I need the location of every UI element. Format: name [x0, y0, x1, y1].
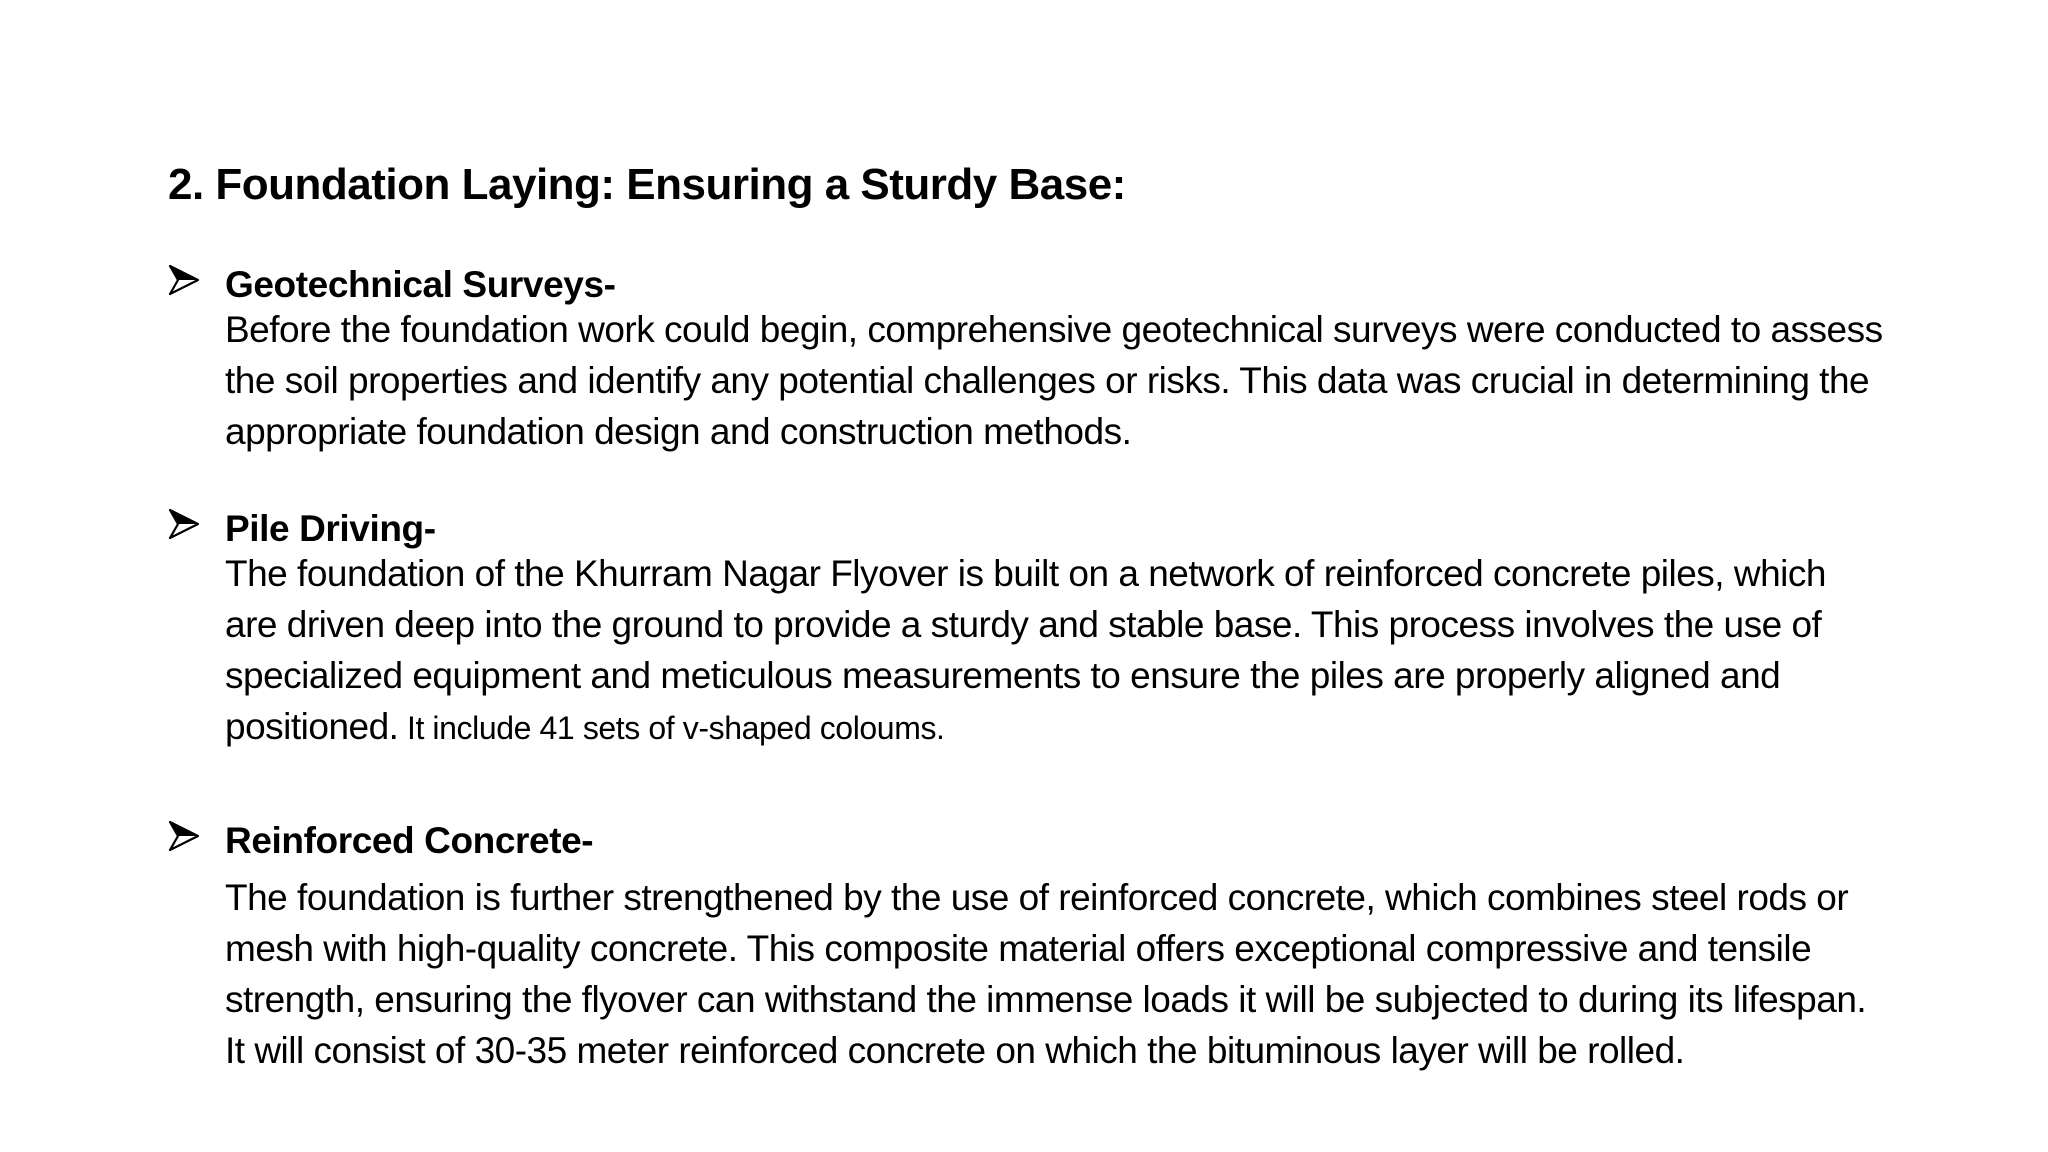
body-line: Before the foundation work could begin, comprehensive geotechnical surveys were conducted to assess	[225, 309, 1883, 350]
bullet-body	[225, 548, 2045, 754]
body-line: specialized equipment and meticulous measurements to ensure the piles are properly aligned and	[225, 655, 1781, 696]
bullet-heading: Geotechnical Surveys-	[225, 264, 616, 305]
body-line: strength, ensuring the flyover can withstand the immense loads it will be subjected to during its lifespan.	[225, 979, 1867, 1020]
arrow-bullet-icon	[168, 508, 200, 540]
body-line: are driven deep into the ground to provide a sturdy and stable base. This process involves the use of	[225, 604, 1822, 645]
arrow-bullet-icon	[168, 820, 200, 852]
bullet-body	[225, 872, 2045, 1076]
arrow-bullet-icon	[168, 264, 200, 296]
body-line: the soil properties and identify any potential challenges or risks. This data was crucial in determining the	[225, 360, 1870, 401]
body-line: The foundation is further strengthened by the use of reinforced concrete, which combines steel rods or	[225, 877, 1849, 918]
body-line: It will consist of 30-35 meter reinforced concrete on which the bituminous layer will be rolled.	[225, 1030, 1685, 1071]
body-line-last	[225, 701, 2045, 754]
bullet-heading: Reinforced Concrete-	[225, 820, 594, 861]
body-line: The foundation of the Khurram Nagar Flyover is built on a network of reinforced concrete piles, which	[225, 553, 1826, 594]
bullet-note: It include 41 sets of v-shaped coloums.	[398, 710, 945, 746]
slide-title: 2. Foundation Laying: Ensuring a Sturdy Base:	[168, 160, 1126, 209]
body-line: appropriate foundation design and construction methods.	[225, 411, 1132, 452]
body-line-text: positioned.	[225, 706, 399, 747]
bullet-body	[225, 304, 2045, 457]
bullet-heading: Pile Driving-	[225, 508, 436, 549]
body-line: mesh with high-quality concrete. This composite material offers exceptional compressive and tensile	[225, 928, 1812, 969]
